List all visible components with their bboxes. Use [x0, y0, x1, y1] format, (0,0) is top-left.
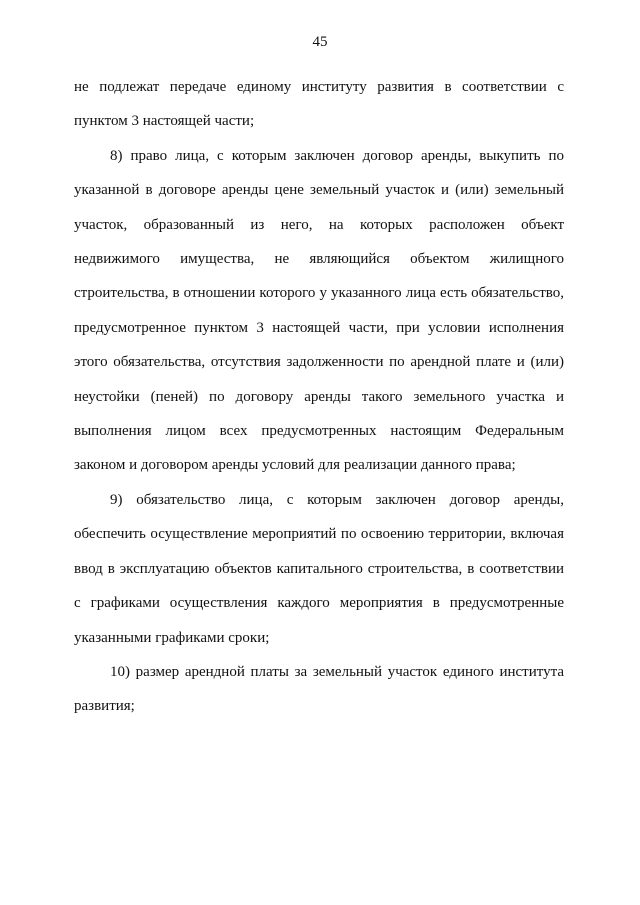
page-number: 45: [312, 34, 328, 50]
paragraph-item-8: 8) право лица, с которым заключен договор аренды, выкупить по указанной в договоре аренды цене земельный участок и (или) земельный участок, образованный из него, на которых расположен объект недвижимого имущества, не являющийся объектом жилищного строительства, в отношении которого у указанного лица есть обязательство, предусмотренное пунктом 3 настоящей части, при условии исполнения этого обязательства, отсутствия задолженности по арендной плате и (или) неустойки (пеней) по договору аренды такого земельного участка и выполнения лицом всех предусмотренных настоящим Федеральным законом и договором аренды условий для реализации данного права;: [74, 147, 564, 474]
paragraph-continuation: не подлежат передаче единому институту развития в соответствии с пунктом 3 настоящей части;: [74, 79, 564, 130]
paragraph-item-9: 9) обязательство лица, с которым заключен договор аренды, обеспечить осуществление мероприятий по освоению территории, включая ввод в эксплуатацию объектов капитального строительства, в соответствии с графиками осуществления каждого мероприятия в предусмотренные указанными графиками сроки;: [74, 491, 564, 646]
paragraph-item-10: 10) размер арендной платы за земельный участок единого института развития;: [74, 663, 564, 715]
document-body: [74, 70, 564, 724]
